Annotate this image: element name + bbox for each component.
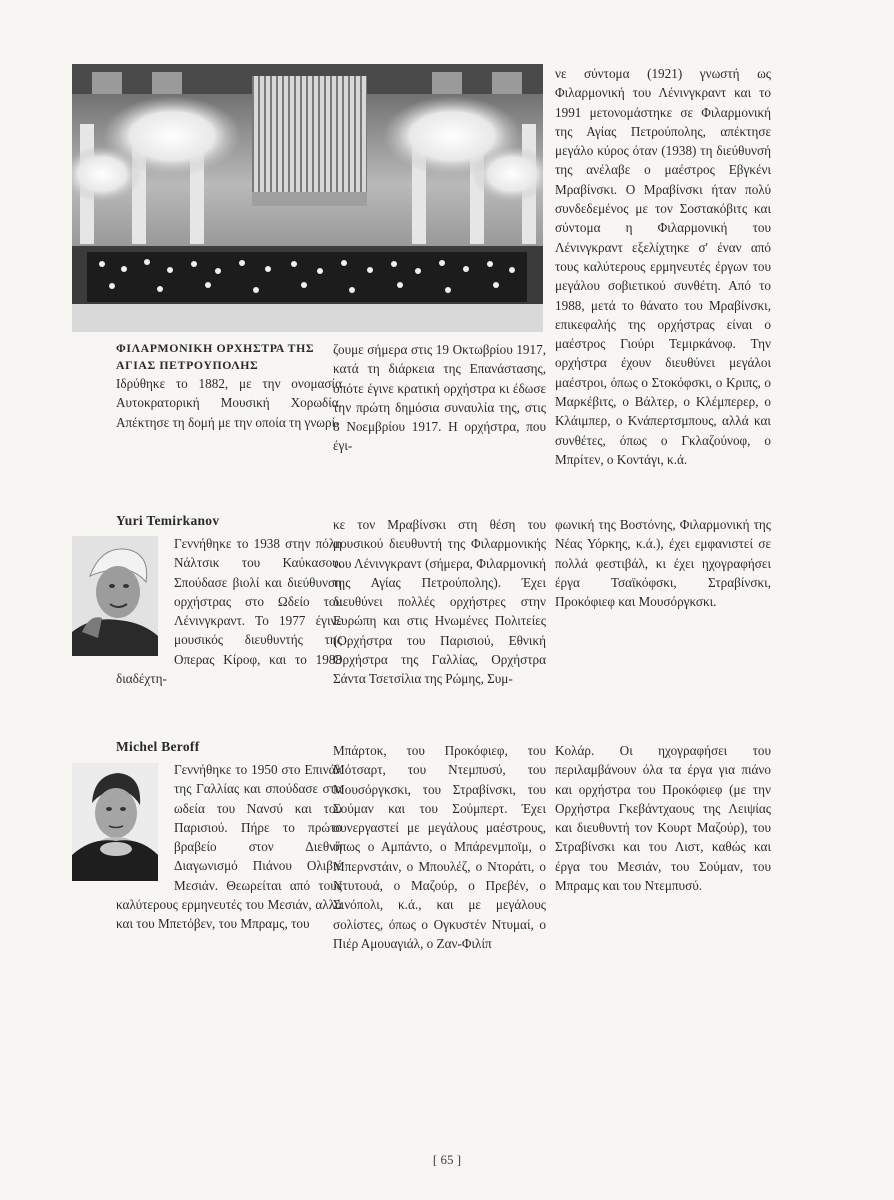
temirkanov-column-3 [555,515,771,611]
orchestra-heading-line1: ΦΙΛΑΡΜΟΝΙΚΗ ΟΡΧΗΣΤΡΑ ΤΗΣ [116,341,315,355]
temirkanov-text-2: κε τον Μραβίνσκι στη θέση του μουσικού διευθυντή της Φιλαρμονικής του Λένινγκραντ (σήμερα, Φιλαρμονική της Αγίας Πετρούπολης). Έχει διευθύνει πολλές ορχήστρες στην Ευρώπη και στις Ηνωμένες Πολιτείες (Ορχήστρα του Παρισιού, Εθνική Ορχήστρα της Γαλλίας, Ορχήστρα Σάντα Τσετσίλια της Ρώμης, Συμ- [333,517,546,687]
orchestra-text-3: νε σύντομα (1921) γνωστή ως Φιλαρμονική του Λένινγκραντ και το 1991 μετονομάστηκε σε Φιλαρμονική της Αγίας Πετρούπολης, απέκτησε μεγάλο κύρος όταν (1938) τη διεύθυνσή της ανέλαβε ο μαέστρος Εβγκένι Μραβίνσκι. Ο Μραβίνσκι ήταν πολύ συνδεδεμένος με τον Σοστακόβιτς και σύντομα η Φιλαρμονική του Λένινγκραντ εξελίχτηκε σ' έναν από τους καλύτερους ερμηνευτές έργων του μεγάλου σοβιετικού συνθέτη. Από το 1988, μετά το θάνατο του Μραβίνσκι, επικεφαλής της ορχήστρας είναι ο μαέστρος Γιούρι Τεμιρκάνοφ. Την ορχήστρα έχουν διευθύνει μεγάλοι μαέστροι, όπως ο Στοκόφσκι, ο Κριπς, ο Μαρκέβιτς, ο Βάλτερ, ο Κλέμπερερ, ο Κλάιμπερ, ο Κνάπερτσμπους, αλλά και συνθέτες, όπως ο Γκλαζούνοφ, ο Μπρίτεν, ο Κοντάγι, κ.ά. [555,66,771,467]
portrait-spacer [116,534,160,654]
orchestra-column-3 [555,64,771,469]
beroff-text-1: Γεννήθηκε το 1950 στο Επινάλ της Γαλλίας και σπούδασε στα ωδεία του Νανσύ και του Παρισιού. Πήρε το πρώτο βραβείο στον Διεθνή Διαγωνισμό Πιάνου Ολιβιέ Μεσιάν. Θεωρείται από τους καλύτερους ερμηνευτές του Μεσιάν, αλλά και του Μπετόβεν, του Μπραμς, του [116,762,342,932]
beroff-column-2 [333,741,546,953]
orchestra-heading [116,340,342,374]
orchestra-column-2 [333,340,546,456]
orchestra-heading-line2: ΑΓΙΑΣ ΠΕΤΡΟΥΠΟΛΗΣ [116,358,259,372]
temirkanov-text-3: φωνική της Βοστόνης, Φιλαρμονική της Νέας Υόρκης, κ.ά.), έχει εμφανιστεί σε πολλά φεστιβάλ, κι έχει ηχογραφήσει έργα Τσαϊκόφσκι, Στραβίνσκι, Προκόφιεφ και Μουσόργκσκι. [555,517,771,610]
temirkanov-column-2 [333,515,546,689]
temirkanov-column-1 [116,534,342,688]
temirkanov-text-1: Γεννήθηκε το 1938 στην πόλη Νάλτσικ του Καύκασου. Σπούδασε βιολί και διεύθυνση ορχήστρας στο Ωδείο του Λένινγκραντ. Το 1977 έγινε μουσικός διευθυντής της Οπερας Κίροφ, και το 1988 διαδέχτη- [116,536,342,687]
orchestra-text-2: ζουμε σήμερα στις 19 Οκτωβρίου 1917, κατά τη διάρκεια της Επανάστασης, οπότε έγινε κρατική ορχήστρα κι έδωσε την πρώτη δημόσια συναυλία της, στις 8 Νοεμβρίου 1917. Η ορχήστρα, που έγι- [333,342,546,454]
orchestra-text-1: Ιδρύθηκε το 1882, με την ονομασία Αυτοκρατορική Μουσική Χορωδία. Απέκτησε τη δομή με την οποία τη γνωρί- [116,376,342,430]
temirkanov-name: Yuri Temirkanov [116,513,220,528]
beroff-column-1 [116,760,342,934]
orchestra-column-1 [116,340,342,432]
portrait-spacer [116,760,160,880]
beroff-text-2: Μπάρτοκ, του Προκόφιεφ, του Μότσαρτ, του Ντεμπυσύ, του Μουσόργκσκι, του Στραβίνσκι, του Σούμαν και του Σούμπερτ. Έχει συνεργαστεί με μεγάλους μαέστρους, όπως ο Αμπάντο, ο Μπάρενμποϊμ, ο Μπερνστάιν, ο Μπουλέζ, ο Ντοράτι, ο Ντυτουά, ο Μαζούρ, ο Πρεβέν, ο Σινόπολι, κ.ά., και με μεγάλους σολίστες, όπως ο Ογκυστέν Ντυμαί, ο Πιέρ Αμουαγιάλ, ο Ζαν-Φιλίπ [333,743,546,951]
page-number: [ 65 ] [432,1152,462,1167]
beroff-name: Michel Beroff [116,739,200,754]
beroff-text-3: Κολάρ. Οι ηχογραφήσει του περιλαμβάνουν όλα τα έργα για πιάνο και ορχήστρα του Προκόφιεφ (με την Ορχήστρα Γκεβάντχαους της Λειψίας και διευθυντή τον Κουρτ Μαζούρ), του Στραβίνσκι και του Λιστ, καθώς και έργα του Μεσιάν, του Σούμαν, του Μπραμς και του Ντεμπυσύ. [555,743,771,894]
beroff-column-3 [555,741,771,895]
orchestra-hall-photo [72,64,543,332]
